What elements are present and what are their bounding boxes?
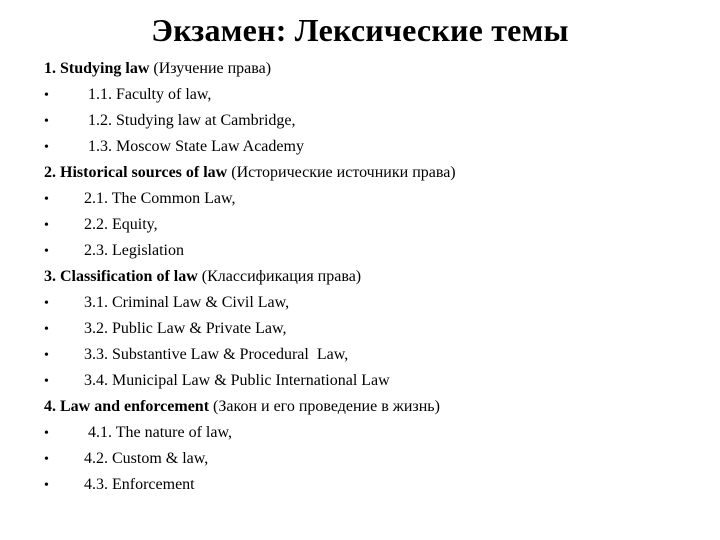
section-heading xyxy=(44,394,704,420)
list-item xyxy=(44,82,704,108)
slide-title: Экзамен: Лексические темы xyxy=(151,12,569,48)
list-item xyxy=(44,472,704,498)
bullet-icon: • xyxy=(44,218,49,233)
bullet-icon: • xyxy=(44,374,49,389)
subtopic-text: 2.1. The Common Law, xyxy=(84,190,236,207)
section-number: 2. xyxy=(44,164,56,181)
subtopic-text: 2.3. Legislation xyxy=(84,242,184,259)
bullet-icon: • xyxy=(44,296,49,311)
bullet-icon: • xyxy=(44,426,49,441)
list-item xyxy=(44,186,704,212)
list-item xyxy=(44,342,704,368)
list-item xyxy=(44,134,704,160)
bullet-icon: • xyxy=(44,478,49,493)
bullet-icon: • xyxy=(44,452,49,467)
subtopic-text: 4.3. Enforcement xyxy=(84,476,195,493)
section-title-ru: (Закон и его проведение в жизнь) xyxy=(213,398,440,415)
bullet-icon: • xyxy=(44,192,49,207)
section-title-en: Law and enforcement xyxy=(60,398,210,415)
subtopic-text: 3.4. Municipal Law & Public International Law xyxy=(84,372,390,389)
subtopic-text: 1.1. Faculty of law, xyxy=(88,86,212,103)
section-number: 3. xyxy=(44,268,56,285)
bullet-icon: • xyxy=(44,348,49,363)
section-title-ru: (Классификация права) xyxy=(201,268,362,285)
bullet-icon: • xyxy=(44,244,49,259)
section-title-ru: (Изучение права) xyxy=(153,60,272,77)
subtopic-text: 1.3. Moscow State Law Academy xyxy=(88,138,304,155)
subtopic-text: 3.2. Public Law & Private Law, xyxy=(84,320,287,337)
bullet-icon: • xyxy=(44,140,49,155)
subtopic-text: 1.2. Studying law at Cambridge, xyxy=(88,112,296,129)
list-item xyxy=(44,238,704,264)
subtopic-text: 2.2. Equity, xyxy=(84,216,158,233)
subtopic-text: 4.2. Custom & law, xyxy=(84,450,209,467)
list-item xyxy=(44,446,704,472)
subtopic-text: 4.1. The nature of law, xyxy=(88,424,232,441)
section-title-ru: (Исторические источники права) xyxy=(231,164,456,181)
subtopic-text: 3.3. Substantive Law & Procedural Law, xyxy=(84,346,349,363)
topic-list xyxy=(44,56,704,498)
bullet-icon: • xyxy=(44,322,49,337)
list-item xyxy=(44,290,704,316)
section-title-en: Classification of law xyxy=(60,268,198,285)
section-heading xyxy=(44,56,704,82)
subtopic-text: 3.1. Criminal Law & Civil Law, xyxy=(84,294,290,311)
list-item xyxy=(44,212,704,238)
list-item xyxy=(44,420,704,446)
bullet-icon: • xyxy=(44,88,49,103)
section-number: 4. xyxy=(44,398,56,415)
list-item xyxy=(44,368,704,394)
bullet-icon: • xyxy=(44,114,49,129)
section-number: 1. xyxy=(44,60,56,77)
section-title-en: Historical sources of law xyxy=(60,164,228,181)
list-item xyxy=(44,316,704,342)
list-item xyxy=(44,108,704,134)
section-title-en: Studying law xyxy=(60,60,150,77)
section-heading xyxy=(44,160,704,186)
section-heading xyxy=(44,264,704,290)
